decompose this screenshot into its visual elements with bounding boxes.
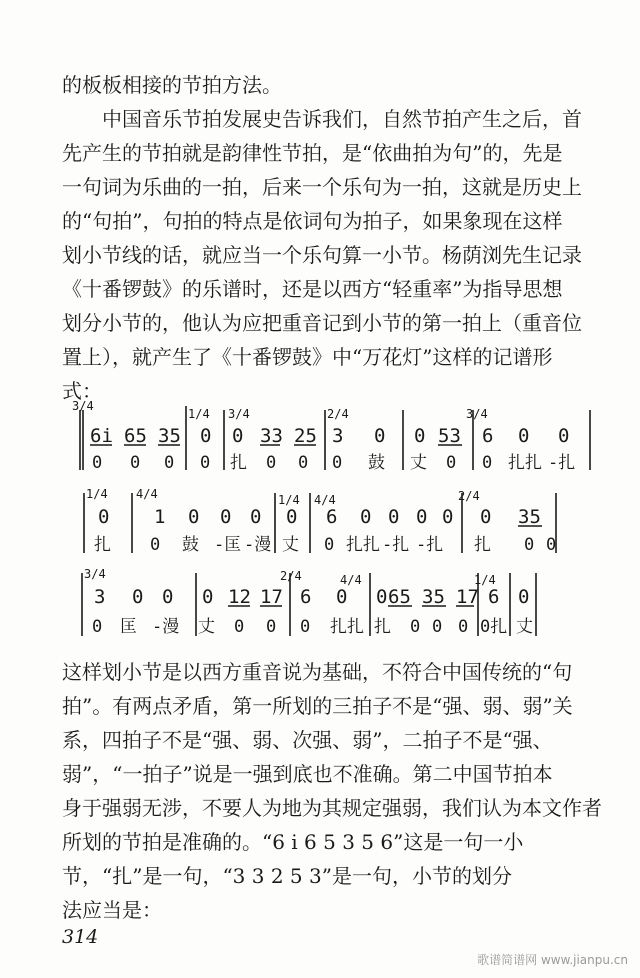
time-signature: 2/4 — [327, 407, 349, 421]
score-note: 6 — [482, 425, 494, 447]
time-signature: 1/4 — [474, 573, 496, 587]
time-signature: 4/4 — [340, 573, 362, 587]
time-signature: 3/4 — [72, 399, 94, 413]
score-note: 0 — [220, 506, 232, 528]
score-note: 12 — [228, 586, 251, 608]
score-note: 0 — [416, 506, 428, 528]
score-note: 1 — [154, 506, 166, 528]
score-percussion: 0 — [324, 535, 335, 555]
score-note: 0 — [480, 506, 492, 528]
score-note: 0 — [250, 506, 262, 528]
score-note: 0 — [360, 506, 372, 528]
score-percussion: 0 — [410, 617, 421, 637]
score-percussion: -扎 — [548, 453, 576, 473]
time-signature: 4/4 — [314, 493, 336, 507]
score-percussion: 扎 — [94, 535, 111, 555]
score-note: 65 — [124, 425, 147, 447]
text-line: 弱”，“一拍子”说是一强到底也不准确。第二中国节拍本 — [62, 762, 553, 786]
score-percussion: 0 — [130, 453, 141, 473]
time-signature: 3/4 — [466, 407, 488, 421]
text-line: 先产生的节拍就是韵律性节拍，是“依曲拍为句”的，先是 — [62, 141, 563, 165]
score-percussion: 0 — [432, 617, 443, 637]
page-number: 314 — [62, 926, 99, 948]
score-percussion: 扎 — [230, 453, 247, 473]
score-note: 53 — [438, 425, 461, 447]
score-percussion: 0 — [332, 453, 343, 473]
time-signature: 4/4 — [136, 487, 158, 501]
score-note: 25 — [294, 425, 317, 447]
time-signature: 3/4 — [84, 567, 106, 581]
score-percussion: 鼓 — [182, 535, 199, 555]
score-percussion: 丈 — [410, 453, 427, 473]
text-line: 置上），就产生了《十番锣鼓》中“万花灯”这样的记谱形 — [62, 345, 553, 369]
score-note: 6i — [90, 425, 113, 447]
score-note: 35 — [158, 425, 181, 447]
score-percussion: -漫 — [244, 535, 272, 555]
score-percussion: 0 — [298, 453, 309, 473]
text-line: 一句词为乐曲的一拍，后来一个乐句为一拍，这就是历史上 — [62, 175, 582, 199]
score-percussion: 扎 — [474, 535, 491, 555]
score-percussion: -匡 — [214, 535, 242, 555]
score-note: 0 — [414, 425, 426, 447]
score-percussion: -扎 — [416, 535, 444, 555]
score-note: 33 — [260, 425, 283, 447]
score-percussion: 0扎 — [480, 617, 508, 637]
score-note: 6 — [326, 506, 338, 528]
text-line: 这样划小节是以西方重音说为基础，不符合中国传统的“句 — [62, 660, 573, 684]
text-line: 所划的节拍是准确的。“6 i 6 5 3 5 6”这是一句一小 — [62, 830, 524, 854]
music-score — [70, 398, 615, 653]
score-note: 35 — [518, 506, 541, 528]
text-line: 的板板相接的节拍方法。 — [62, 73, 282, 97]
text-line: 的“句拍”，句拍的特点是依词句为拍子，如果象现在这样 — [62, 209, 563, 233]
score-note: 6 — [488, 586, 500, 608]
score-percussion: 0 — [546, 535, 557, 555]
score-note: 0 — [132, 586, 144, 608]
text-line: 《十番锣鼓》的乐谱时，还是以西方“轻重率”为指导思想 — [62, 277, 563, 301]
score-note: 35 — [422, 586, 445, 608]
score-percussion: 丈 — [198, 617, 215, 637]
score-note: 0 — [558, 425, 570, 447]
score-percussion: 0 — [92, 617, 103, 637]
score-note: 0 — [376, 586, 388, 608]
score-percussion: 0 — [234, 617, 245, 637]
score-note: 17 — [456, 586, 479, 608]
score-note: 0 — [202, 586, 214, 608]
score-percussion: 0 — [266, 617, 277, 637]
time-signature: 1/4 — [278, 493, 300, 507]
text-line: 身于强弱无涉，不要人为地为其规定强弱，我们认为本文作者 — [62, 796, 602, 820]
score-percussion: 0 — [482, 453, 493, 473]
score-percussion: 0 — [150, 535, 161, 555]
score-percussion: -漫 — [152, 617, 180, 637]
score-percussion: 0 — [300, 617, 311, 637]
score-percussion: -扎 — [382, 535, 410, 555]
score-percussion: 丈 — [282, 535, 299, 555]
score-note: 0 — [162, 586, 174, 608]
score-note: 0 — [388, 506, 400, 528]
time-signature: 2/4 — [280, 569, 302, 583]
score-note: 3 — [332, 425, 344, 447]
score-percussion: 扎扎 — [330, 617, 364, 637]
score-percussion: 扎 — [374, 617, 391, 637]
score-percussion: 0 — [458, 617, 469, 637]
score-percussion: 扎扎 — [508, 453, 542, 473]
time-signature: 1/4 — [188, 407, 210, 421]
score-note: 0 — [518, 586, 530, 608]
score-percussion: 0 — [92, 453, 103, 473]
text-line: 拍”。有两点矛盾，第一所划的三拍子不是“强、弱、弱”关 — [62, 694, 573, 718]
text-line: 系，四拍子不是“强、弱、次强、弱”，二拍子不是“强、 — [62, 728, 553, 752]
score-percussion: 0 — [266, 453, 277, 473]
text-line: 划分小节的，他认为应把重音记到小节的第一拍上（重音位 — [62, 311, 582, 335]
watermark: 歌谱简谱网 www.jianpu.cn — [477, 953, 628, 967]
score-note: 0 — [336, 586, 348, 608]
score-note: 0 — [442, 506, 454, 528]
score-percussion: 匡 — [120, 617, 137, 637]
score-note: 3 — [94, 586, 106, 608]
score-note: 0 — [188, 506, 200, 528]
score-note: 17 — [260, 586, 283, 608]
score-percussion: 丈 — [516, 617, 533, 637]
time-signature: 1/4 — [86, 487, 108, 501]
text-line: 法应当是： — [62, 898, 162, 922]
score-note: 65 — [388, 586, 411, 608]
score-percussion: 0 — [524, 535, 535, 555]
score-note: 0 — [98, 506, 110, 528]
score-percussion: 0 — [164, 453, 175, 473]
score-note: 0 — [286, 506, 298, 528]
text-line: 中国音乐节拍发展史告诉我们，自然节拍产生之后，首 — [102, 107, 582, 131]
time-signature: 3/4 — [228, 407, 250, 421]
score-note: 0 — [518, 425, 530, 447]
score-percussion: 0 — [200, 453, 211, 473]
text-line: 节，“扎”是一句，“3 3 2 5 3”是一句，小节的划分 — [62, 864, 512, 888]
score-percussion: 鼓 — [368, 453, 385, 473]
score-percussion: 0 — [446, 453, 457, 473]
score-note: 6 — [300, 586, 312, 608]
text-line: 划小节线的话，就应当一个乐句算一小节。杨荫浏先生记录 — [62, 243, 582, 267]
score-note: 0 — [374, 425, 386, 447]
score-percussion: 扎扎 — [346, 535, 380, 555]
text-line: 式： — [62, 379, 102, 403]
time-signature: 2/4 — [458, 489, 480, 503]
score-note: 0 — [232, 425, 244, 447]
score-note: 0 — [200, 425, 212, 447]
